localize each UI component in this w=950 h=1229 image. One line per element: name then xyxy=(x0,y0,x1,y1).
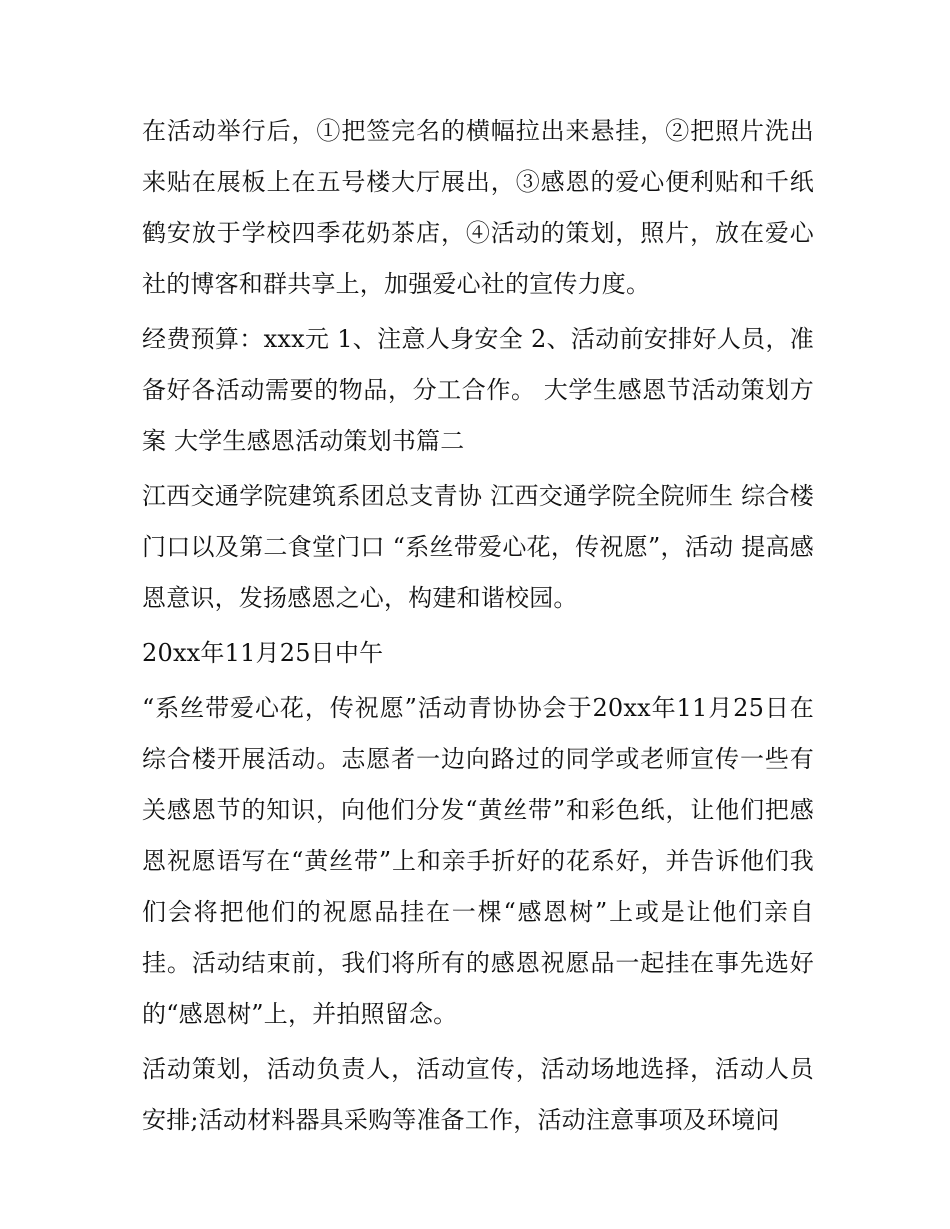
paragraph-event-description: “系丝带爱心花，传祝愿”活动青协协会于20xx年11月25日在综合楼开展活动。志愿者一边向路过的同学或老师宣传一些有关感恩节的知识，向他们分发“黄丝带”和彩色纸，让他们把感恩祝愿语写在“黄丝带”上和亲手折好的花系好，并告诉他们我们会将把他们的祝愿品挂在一棵“感恩树”上或是让他们亲自挂。活动结束前，我们将所有的感恩祝愿品一起挂在事先选好的“感恩树”上，并拍照留念。 xyxy=(142,694,814,1028)
paragraph-event-date: 20xx年11月25日中午 xyxy=(142,639,384,667)
document-body xyxy=(142,106,814,1150)
paragraph-organizer-venue: 江西交通学院建筑系团总支青协 江西交通学院全院师生 综合楼门口以及第二食堂门口 “系丝带爱心花，传祝愿”，活动 提高感恩意识，发扬感恩之心，构建和谐校园。 xyxy=(142,482,814,612)
paragraph-post-event-display: 在活动举行后，①把签完名的横幅拉出来悬挂，②把照片洗出来贴在展板上在五号楼大厅展出，③感恩的爱心便利贴和千纸鹤安放于学校四季花奶茶店，④活动的策划，照片，放在爱心社的博客和群共享上，加强爱心社的宣传力度。 xyxy=(142,117,814,298)
paragraph-budget: 经费预算：xxx元 1、注意人身安全 2、活动前安排好人员，准备好各活动需要的物品，分工合作。 大学生感恩节活动策划方案 大学生感恩活动策划书篇二 xyxy=(142,325,814,455)
paragraph-preparation: 活动策划，活动负责人，活动宣传，活动场地选择，活动人员安排;活动材料器具采购等准备工作，活动注意事项及环境问 xyxy=(142,1055,814,1134)
